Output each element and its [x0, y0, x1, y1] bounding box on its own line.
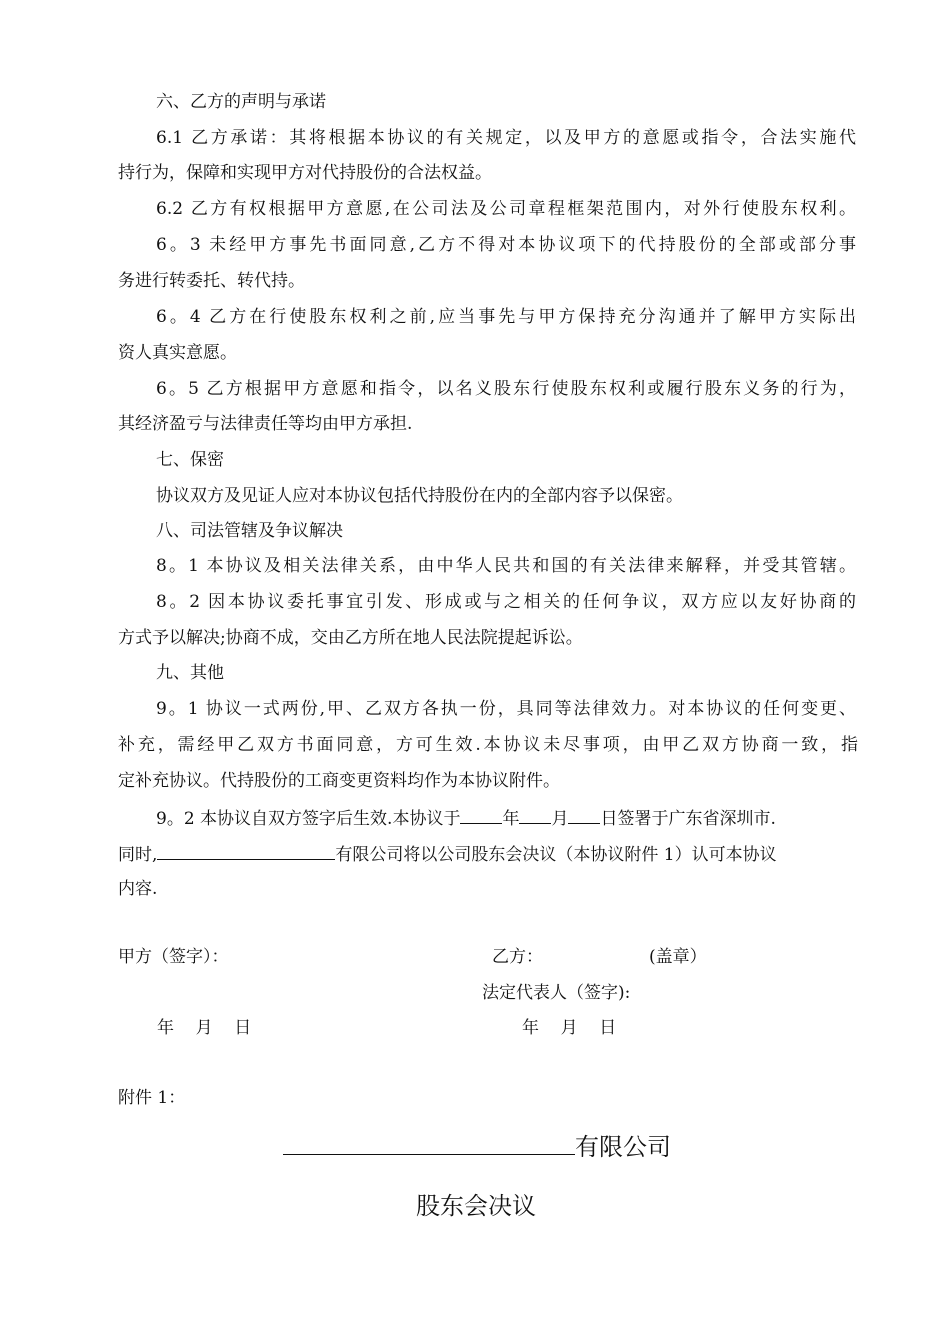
party-a-date: 年 月 日 [157, 1018, 252, 1038]
party-b-label: 乙方： [492, 947, 543, 967]
clause-9-2-line-2-suffix: 有限公司将以公司股东会决议（本协议附件 1）认可本协议 [335, 845, 777, 865]
section-6-heading: 六、乙方的声明与承诺 [156, 92, 326, 112]
section-8-heading: 八、司法管辖及争议解决 [156, 521, 343, 541]
clause-6-3-line-2: 务进行转委托、转代持。 [118, 271, 305, 291]
year-label: 年 [502, 809, 520, 829]
clause-8-1: 8。1 本协议及相关法律关系，由中华人民共和国的有关法律来解释，并受其管辖。 [156, 556, 856, 576]
section-7-heading: 七、保密 [156, 450, 224, 470]
clause-9-2-line-3: 内容. [118, 879, 158, 899]
month-blank[interactable] [519, 805, 551, 824]
legal-representative-label: 法定代表人（签字): [482, 983, 631, 1003]
year-blank[interactable] [460, 805, 502, 824]
company-name-blank[interactable] [157, 841, 335, 860]
clause-9-1-line-3: 定补充协议。代持股份的工商变更资料均作为本协议附件。 [118, 771, 560, 791]
attachment-title: 股东会决议 [416, 1192, 536, 1220]
clause-9-2-prefix: 9。2 本协议自双方签字后生效.本协议于 [156, 809, 461, 829]
clause-9-2-line-2-prefix: 同时, [118, 845, 158, 865]
clause-6-4-line-2: 资人真实意愿。 [118, 343, 237, 363]
clause-7-text: 协议双方及见证人应对本协议包括代持股份在内的全部内容予以保密。 [156, 486, 683, 506]
attachment-company-blank[interactable] [283, 1126, 575, 1155]
clause-6-1-line-2: 持行为，保障和实现甲方对代持股份的合法权益。 [118, 163, 492, 183]
clause-9-2-line-2 [118, 841, 858, 867]
clause-9-1-line-2: 补充，需经甲乙双方书面同意，方可生效.本协议未尽事项，由甲乙双方协商一致，指 [118, 735, 858, 755]
clause-6-1-line-1: 6.1 乙方承诺：其将根据本协议的有关规定，以及甲方的意愿或指令，合法实施代 [156, 128, 856, 148]
clause-6-5-line-1: 6。5 乙方根据甲方意愿和指令，以名义股东行使股东权利或履行股东义务的行为， [156, 379, 856, 399]
clause-6-3-line-1: 6。3 未经甲方事先书面同意,乙方不得对本协议项下的代持股份的全部或部分事 [156, 235, 856, 255]
attachment-company-suffix: 有限公司 [575, 1133, 671, 1161]
attachment-company-line [283, 1126, 671, 1163]
party-a-signature-label: 甲方（签字）： [118, 947, 229, 967]
clause-6-5-line-2: 其经济盈亏与法律责任等均由甲方承担. [118, 414, 413, 434]
clause-9-2-line-1 [156, 805, 856, 831]
clause-9-1-line-1: 9。1 协议一式两份,甲、乙双方各执一份，具同等法律效力。对本协议的任何变更、 [156, 699, 856, 719]
attachment-label: 附件 1： [118, 1088, 186, 1108]
clause-8-2-line-2: 方式予以解决;协商不成，交由乙方所在地人民法院提起诉讼。 [118, 628, 583, 648]
clause-9-2-suffix: 日签署于广东省深圳市. [600, 809, 776, 829]
section-9-heading: 九、其他 [156, 663, 224, 683]
seal-label: (盖章） [649, 947, 707, 967]
clause-6-2: 6.2 乙方有权根据甲方意愿,在公司法及公司章程框架范围内，对外行使股东权利。 [156, 199, 856, 219]
clause-8-2-line-1: 8。2 因本协议委托事宜引发、形成或与之相关的任何争议，双方应以友好协商的 [156, 592, 856, 612]
month-label: 月 [551, 809, 569, 829]
clause-6-4-line-1: 6。4 乙方在行使股东权利之前,应当事先与甲方保持充分沟通并了解甲方实际出 [156, 307, 856, 327]
day-blank[interactable] [568, 805, 600, 824]
party-b-date: 年 月 日 [522, 1018, 617, 1038]
